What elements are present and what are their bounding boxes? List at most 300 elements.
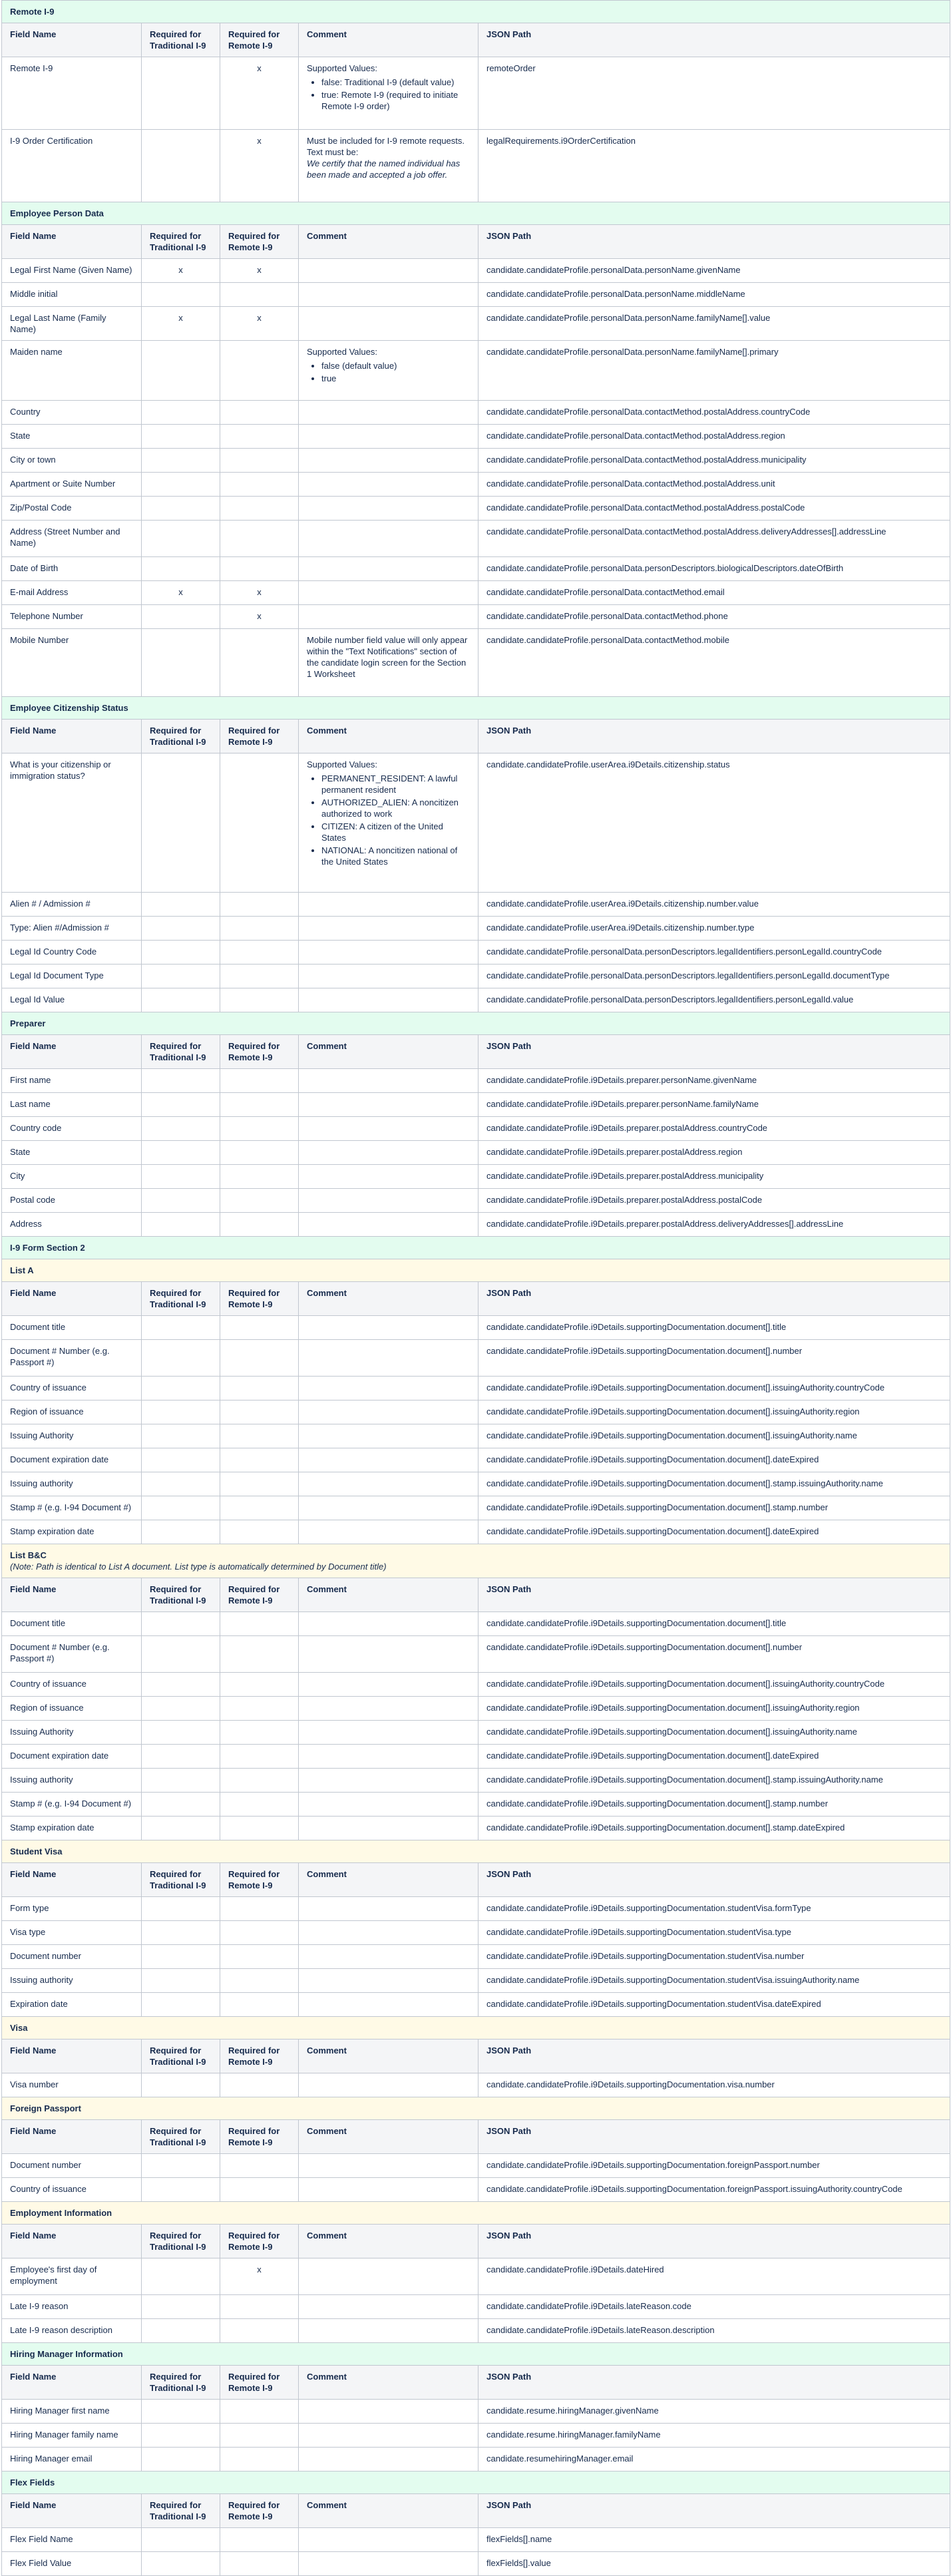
cell-comment <box>299 497 478 521</box>
cell-required-traditional <box>142 57 220 130</box>
cell-json-path: candidate.candidateProfile.i9Details.supportingDocumentation.foreignPassport.issuingAuthority.countryCode <box>478 2178 950 2202</box>
column-header-json-path: JSON Path <box>478 1863 950 1897</box>
section-title: I-9 Form Section 2 <box>10 1243 85 1253</box>
section-title: Visa <box>10 2023 28 2033</box>
cell-required-remote <box>220 1189 299 1213</box>
column-header-field-name: Field Name <box>2 2494 142 2528</box>
cell-comment <box>299 917 478 941</box>
cell-json-path: candidate.candidateProfile.personalData.personName.middleName <box>478 283 950 307</box>
column-header-required-remote: Required for Remote I-9 <box>220 1282 299 1316</box>
comment-text: Supported Values: <box>307 759 377 769</box>
column-header-json-path: JSON Path <box>478 1035 950 1069</box>
cell-required-remote <box>220 1636 299 1673</box>
cell-required-remote <box>220 1921 299 1945</box>
column-header-required-traditional: Required for Traditional I-9 <box>142 2366 220 2400</box>
cell-comment <box>299 449 478 473</box>
cell-required-traditional <box>142 2154 220 2178</box>
cell-required-remote <box>220 1377 299 1400</box>
column-header-comment: Comment <box>299 2225 478 2258</box>
column-header-required-traditional: Required for Traditional I-9 <box>142 1282 220 1316</box>
cell-required-remote: x <box>220 130 299 202</box>
column-header-required-remote: Required for Remote I-9 <box>220 2366 299 2400</box>
cell-json-path: candidate.candidateProfile.i9Details.supportingDocumentation.studentVisa.number <box>478 1945 950 1969</box>
cell-field-name: Country code <box>2 1117 142 1141</box>
cell-field-name: Document # Number (e.g. Passport #) <box>2 1636 142 1673</box>
cell-comment <box>299 557 478 581</box>
cell-required-remote <box>220 965 299 988</box>
cell-json-path: candidate.candidateProfile.personalData.contactMethod.email <box>478 581 950 605</box>
comment-text: Supported Values: <box>307 347 377 357</box>
cell-comment <box>299 2552 478 2576</box>
table-row <box>2 557 950 581</box>
column-header-required-traditional: Required for Traditional I-9 <box>142 720 220 753</box>
table-row <box>2 2528 950 2552</box>
column-header-comment: Comment <box>299 2039 478 2073</box>
cell-json-path: candidate.resumehiringManager.email <box>478 2448 950 2471</box>
cell-required-traditional <box>142 2178 220 2202</box>
section-title: Flex Fields <box>10 2477 55 2487</box>
cell-required-remote <box>220 941 299 965</box>
cell-json-path: candidate.candidateProfile.i9Details.supportingDocumentation.document[].dateExpired <box>478 1520 950 1544</box>
cell-comment <box>299 1612 478 1636</box>
cell-field-name: Stamp # (e.g. I-94 Document #) <box>2 1793 142 1817</box>
column-header-field-name: Field Name <box>2 720 142 753</box>
cell-field-name: Document title <box>2 1612 142 1636</box>
section-title: List B&C <box>10 1550 47 1560</box>
cell-field-name: Flex Field Name <box>2 2528 142 2552</box>
cell-field-name: Hiring Manager email <box>2 2448 142 2471</box>
cell-json-path: candidate.candidateProfile.personalData.contactMethod.postalAddress.region <box>478 425 950 449</box>
cell-required-remote <box>220 497 299 521</box>
cell-json-path: candidate.resume.hiringManager.givenName <box>478 2400 950 2424</box>
cell-json-path: candidate.candidateProfile.i9Details.supportingDocumentation.document[].title <box>478 1316 950 1340</box>
cell-comment <box>299 1721 478 1745</box>
cell-required-traditional <box>142 1377 220 1400</box>
cell-required-remote <box>220 1496 299 1520</box>
cell-json-path: candidate.candidateProfile.i9Details.supportingDocumentation.document[].dateExpired <box>478 1745 950 1769</box>
cell-required-remote: x <box>220 259 299 283</box>
table-row <box>2 1117 950 1141</box>
cell-required-traditional <box>142 988 220 1012</box>
cell-required-traditional <box>142 1721 220 1745</box>
section-heading <box>2 2343 950 2366</box>
cell-field-name: Stamp expiration date <box>2 1520 142 1544</box>
cell-comment <box>299 1448 478 1472</box>
supported-values-list <box>307 360 470 384</box>
cell-required-traditional: x <box>142 307 220 341</box>
section-heading-cell <box>2 1544 950 1578</box>
cell-field-name: State <box>2 425 142 449</box>
certification-text: We certify that the named individual has been made and accepted a job offer. <box>307 158 461 180</box>
table-row <box>2 1400 950 1424</box>
cell-required-traditional <box>142 2552 220 2576</box>
cell-required-remote <box>220 425 299 449</box>
cell-required-traditional <box>142 1897 220 1921</box>
table-row <box>2 1745 950 1769</box>
cell-required-traditional <box>142 629 220 697</box>
column-header-row <box>2 1035 950 1069</box>
table-row <box>2 581 950 605</box>
table-row <box>2 2258 950 2295</box>
cell-required-remote <box>220 521 299 557</box>
section-heading-cell <box>2 1237 950 1259</box>
cell-json-path: candidate.candidateProfile.i9Details.supportingDocumentation.document[].stamp.number <box>478 1793 950 1817</box>
cell-comment <box>299 1213 478 1237</box>
column-header-required-traditional: Required for Traditional I-9 <box>142 1578 220 1612</box>
column-header-comment: Comment <box>299 1282 478 1316</box>
cell-json-path: candidate.candidateProfile.i9Details.supportingDocumentation.foreignPassport.number <box>478 2154 950 2178</box>
cell-comment <box>299 307 478 341</box>
cell-field-name: Hiring Manager first name <box>2 2400 142 2424</box>
cell-field-name: I-9 Order Certification <box>2 130 142 202</box>
cell-field-name: Country <box>2 401 142 425</box>
cell-comment <box>299 1993 478 2017</box>
cell-required-remote <box>220 1165 299 1189</box>
table-row <box>2 2424 950 2448</box>
cell-comment <box>299 1316 478 1340</box>
cell-comment <box>299 1093 478 1117</box>
cell-required-remote <box>220 1069 299 1093</box>
section-heading-cell <box>2 697 950 720</box>
cell-json-path: candidate.candidateProfile.i9Details.supportingDocumentation.document[].stamp.issuingAuthority.name <box>478 1769 950 1793</box>
table-row <box>2 1993 950 2017</box>
cell-required-traditional <box>142 1520 220 1544</box>
cell-comment <box>299 1117 478 1141</box>
cell-required-traditional <box>142 1400 220 1424</box>
cell-json-path: candidate.candidateProfile.i9Details.supportingDocumentation.document[].stamp.issuingAuthority.name <box>478 1472 950 1496</box>
column-header-row <box>2 2120 950 2154</box>
cell-json-path: candidate.candidateProfile.personalData.personDescriptors.legalIdentifiers.personLegalId.countryCode <box>478 941 950 965</box>
column-header-field-name: Field Name <box>2 23 142 57</box>
cell-field-name: State <box>2 1141 142 1165</box>
cell-comment <box>299 130 478 202</box>
cell-field-name: Postal code <box>2 1189 142 1213</box>
column-header-row <box>2 1863 950 1897</box>
cell-field-name: Issuing Authority <box>2 1721 142 1745</box>
table-row <box>2 1141 950 1165</box>
column-header-comment: Comment <box>299 1863 478 1897</box>
cell-comment <box>299 1697 478 1721</box>
cell-required-remote <box>220 1673 299 1697</box>
table-row <box>2 1817 950 1840</box>
column-header-field-name: Field Name <box>2 1578 142 1612</box>
cell-json-path: candidate.candidateProfile.personalData.personDescriptors.legalIdentifiers.personLegalId.value <box>478 988 950 1012</box>
table-row <box>2 1424 950 1448</box>
list-item: • true <box>321 373 470 384</box>
cell-comment <box>299 1745 478 1769</box>
cell-required-remote <box>220 1969 299 1993</box>
section-heading-cell <box>2 2017 950 2039</box>
list-item: • CITIZEN: A citizen of the United States <box>321 821 470 843</box>
cell-field-name: Middle initial <box>2 283 142 307</box>
cell-required-traditional <box>142 1636 220 1673</box>
cell-required-traditional <box>142 941 220 965</box>
cell-comment <box>299 629 478 697</box>
cell-required-traditional <box>142 1612 220 1636</box>
subsection-heading <box>2 2097 950 2120</box>
cell-required-traditional <box>142 473 220 497</box>
cell-json-path: candidate.candidateProfile.personalData.contactMethod.postalAddress.deliveryAddresses[].addressLine <box>478 521 950 557</box>
cell-comment <box>299 1897 478 1921</box>
table-row <box>2 283 950 307</box>
cell-json-path: candidate.candidateProfile.personalData.contactMethod.phone <box>478 605 950 629</box>
cell-json-path: candidate.candidateProfile.personalData.personName.familyName[].value <box>478 307 950 341</box>
cell-field-name: Employee's first day of employment <box>2 2258 142 2295</box>
column-header-field-name: Field Name <box>2 1035 142 1069</box>
column-header-row <box>2 2494 950 2528</box>
column-header-required-traditional: Required for Traditional I-9 <box>142 2039 220 2073</box>
cell-required-traditional <box>142 341 220 401</box>
cell-required-traditional <box>142 1213 220 1237</box>
cell-required-traditional <box>142 557 220 581</box>
cell-required-traditional <box>142 1448 220 1472</box>
column-header-field-name: Field Name <box>2 1282 142 1316</box>
cell-comment <box>299 2319 478 2343</box>
cell-required-traditional <box>142 2528 220 2552</box>
cell-comment <box>299 2295 478 2319</box>
cell-comment <box>299 1520 478 1544</box>
table-row <box>2 1472 950 1496</box>
column-header-json-path: JSON Path <box>478 23 950 57</box>
cell-field-name: Telephone Number <box>2 605 142 629</box>
cell-required-traditional <box>142 2424 220 2448</box>
table-row <box>2 893 950 917</box>
cell-field-name: Type: Alien #/Admission # <box>2 917 142 941</box>
section-heading-cell <box>2 1840 950 1863</box>
cell-comment <box>299 1165 478 1189</box>
cell-required-traditional <box>142 425 220 449</box>
cell-required-remote <box>220 1141 299 1165</box>
cell-field-name: Document # Number (e.g. Passport #) <box>2 1340 142 1377</box>
cell-json-path: candidate.candidateProfile.i9Details.preparer.personName.familyName <box>478 1093 950 1117</box>
cell-comment <box>299 1189 478 1213</box>
field-mapping-table <box>1 0 950 2576</box>
cell-field-name: Issuing authority <box>2 1969 142 1993</box>
table-row <box>2 1673 950 1697</box>
table-row <box>2 57 950 130</box>
cell-comment <box>299 401 478 425</box>
table-row <box>2 1189 950 1213</box>
cell-required-traditional <box>142 1117 220 1141</box>
cell-required-remote <box>220 988 299 1012</box>
table-row <box>2 2073 950 2097</box>
section-title: Employee Person Data <box>10 208 104 218</box>
subsection-heading <box>2 2202 950 2225</box>
column-header-row <box>2 2039 950 2073</box>
table-row <box>2 473 950 497</box>
column-header-required-traditional: Required for Traditional I-9 <box>142 2225 220 2258</box>
cell-json-path: candidate.candidateProfile.personalData.personDescriptors.legalIdentifiers.personLegalId.documentType <box>478 965 950 988</box>
table-row <box>2 1945 950 1969</box>
column-header-json-path: JSON Path <box>478 2225 950 2258</box>
cell-json-path: candidate.candidateProfile.i9Details.supportingDocumentation.document[].issuingAuthority.name <box>478 1424 950 1448</box>
cell-required-traditional <box>142 1921 220 1945</box>
cell-required-traditional <box>142 1165 220 1189</box>
cell-comment <box>299 2448 478 2471</box>
cell-field-name: Address <box>2 1213 142 1237</box>
subsection-heading <box>2 1840 950 1863</box>
cell-comment <box>299 2400 478 2424</box>
cell-comment <box>299 1496 478 1520</box>
column-header-row <box>2 1578 950 1612</box>
column-header-required-remote: Required for Remote I-9 <box>220 1035 299 1069</box>
column-header-field-name: Field Name <box>2 225 142 259</box>
cell-required-remote <box>220 1897 299 1921</box>
cell-comment <box>299 57 478 130</box>
table-row <box>2 341 950 401</box>
column-header-json-path: JSON Path <box>478 2039 950 2073</box>
table-row <box>2 1213 950 1237</box>
cell-json-path: candidate.candidateProfile.i9Details.supportingDocumentation.studentVisa.formType <box>478 1897 950 1921</box>
column-header-required-remote: Required for Remote I-9 <box>220 2225 299 2258</box>
cell-comment <box>299 1636 478 1673</box>
column-header-json-path: JSON Path <box>478 720 950 753</box>
column-header-required-remote: Required for Remote I-9 <box>220 2120 299 2154</box>
cell-required-remote <box>220 2319 299 2343</box>
table-row <box>2 605 950 629</box>
cell-required-traditional <box>142 1993 220 2017</box>
cell-field-name: Document number <box>2 2154 142 2178</box>
list-item: • true: Remote I-9 (required to initiate Remote I-9 order) <box>321 89 470 112</box>
cell-required-traditional <box>142 2295 220 2319</box>
table-row <box>2 259 950 283</box>
table-row <box>2 2448 950 2471</box>
cell-field-name: Apartment or Suite Number <box>2 473 142 497</box>
cell-field-name: Legal Id Document Type <box>2 965 142 988</box>
table-row <box>2 497 950 521</box>
cell-required-traditional <box>142 2448 220 2471</box>
column-header-json-path: JSON Path <box>478 2494 950 2528</box>
cell-field-name: Hiring Manager family name <box>2 2424 142 2448</box>
cell-json-path: candidate.candidateProfile.userArea.i9Details.citizenship.number.value <box>478 893 950 917</box>
cell-field-name: Late I-9 reason description <box>2 2319 142 2343</box>
table-row <box>2 1697 950 1721</box>
cell-field-name: Zip/Postal Code <box>2 497 142 521</box>
column-header-comment: Comment <box>299 720 478 753</box>
cell-json-path: candidate.candidateProfile.i9Details.supportingDocumentation.document[].stamp.number <box>478 1496 950 1520</box>
cell-field-name: Region of issuance <box>2 1697 142 1721</box>
cell-field-name: Remote I-9 <box>2 57 142 130</box>
cell-field-name: Country of issuance <box>2 2178 142 2202</box>
cell-comment <box>299 2178 478 2202</box>
cell-comment <box>299 1424 478 1448</box>
cell-required-remote <box>220 1448 299 1472</box>
column-header-comment: Comment <box>299 2494 478 2528</box>
column-header-json-path: JSON Path <box>478 1282 950 1316</box>
cell-comment <box>299 2073 478 2097</box>
cell-json-path: candidate.candidateProfile.i9Details.lateReason.description <box>478 2319 950 2343</box>
cell-json-path: candidate.candidateProfile.i9Details.preparer.postalAddress.region <box>478 1141 950 1165</box>
cell-comment <box>299 1921 478 1945</box>
column-header-json-path: JSON Path <box>478 1578 950 1612</box>
cell-required-remote <box>220 917 299 941</box>
cell-required-traditional <box>142 2073 220 2097</box>
cell-required-traditional <box>142 1424 220 1448</box>
cell-required-traditional <box>142 1745 220 1769</box>
section-heading <box>2 1012 950 1035</box>
cell-json-path: candidate.candidateProfile.i9Details.supportingDocumentation.studentVisa.type <box>478 1921 950 1945</box>
list-item: • false: Traditional I-9 (default value) <box>321 77 470 88</box>
cell-field-name: Document title <box>2 1316 142 1340</box>
cell-json-path: candidate.candidateProfile.i9Details.preparer.postalAddress.municipality <box>478 1165 950 1189</box>
column-header-required-remote: Required for Remote I-9 <box>220 2039 299 2073</box>
table-row <box>2 988 950 1012</box>
section-heading-cell <box>2 202 950 225</box>
cell-field-name: City <box>2 1165 142 1189</box>
cell-required-remote <box>220 1400 299 1424</box>
cell-required-remote <box>220 1093 299 1117</box>
cell-field-name: Region of issuance <box>2 1400 142 1424</box>
cell-comment <box>299 259 478 283</box>
table-row <box>2 1069 950 1093</box>
cell-required-remote <box>220 1340 299 1377</box>
cell-required-remote <box>220 2073 299 2097</box>
cell-required-remote <box>220 1697 299 1721</box>
section-heading-cell <box>2 2097 950 2120</box>
column-header-row <box>2 2366 950 2400</box>
column-header-comment: Comment <box>299 1578 478 1612</box>
cell-json-path: candidate.candidateProfile.i9Details.supportingDocumentation.document[].dateExpired <box>478 1448 950 1472</box>
cell-json-path: candidate.candidateProfile.i9Details.supportingDocumentation.studentVisa.issuingAuthority.name <box>478 1969 950 1993</box>
cell-json-path: candidate.candidateProfile.i9Details.supportingDocumentation.document[].number <box>478 1636 950 1673</box>
section-title: List A <box>10 1265 34 1275</box>
cell-required-remote <box>220 1612 299 1636</box>
cell-field-name: Legal Id Value <box>2 988 142 1012</box>
cell-comment <box>299 521 478 557</box>
cell-json-path: candidate.candidateProfile.i9Details.supportingDocumentation.document[].issuingAuthority.countryCode <box>478 1673 950 1697</box>
cell-field-name: Issuing authority <box>2 1769 142 1793</box>
cell-field-name: Address (Street Number and Name) <box>2 521 142 557</box>
cell-json-path: candidate.candidateProfile.i9Details.preparer.postalAddress.deliveryAddresses[].addressLine <box>478 1213 950 1237</box>
table-row <box>2 2400 950 2424</box>
cell-required-traditional <box>142 1496 220 1520</box>
section-heading <box>2 202 950 225</box>
table-row <box>2 1448 950 1472</box>
column-header-json-path: JSON Path <box>478 2366 950 2400</box>
cell-json-path: candidate.candidateProfile.userArea.i9Details.citizenship.number.type <box>478 917 950 941</box>
cell-json-path: candidate.candidateProfile.personalData.personName.familyName[].primary <box>478 341 950 401</box>
cell-required-remote <box>220 2448 299 2471</box>
table-row <box>2 2178 950 2202</box>
cell-required-remote <box>220 1117 299 1141</box>
cell-field-name: First name <box>2 1069 142 1093</box>
column-header-required-remote: Required for Remote I-9 <box>220 1863 299 1897</box>
cell-required-traditional <box>142 917 220 941</box>
column-header-row <box>2 720 950 753</box>
column-header-comment: Comment <box>299 23 478 57</box>
table-row <box>2 1769 950 1793</box>
cell-required-remote <box>220 1520 299 1544</box>
section-heading <box>2 697 950 720</box>
cell-required-remote <box>220 557 299 581</box>
cell-field-name: E-mail Address <box>2 581 142 605</box>
supported-values-list <box>307 773 470 867</box>
column-header-row <box>2 1282 950 1316</box>
cell-field-name: Issuing authority <box>2 1472 142 1496</box>
cell-comment <box>299 1817 478 1840</box>
cell-json-path: remoteOrder <box>478 57 950 130</box>
cell-comment <box>299 1400 478 1424</box>
cell-json-path: candidate.resume.hiringManager.familyName <box>478 2424 950 2448</box>
cell-comment <box>299 1340 478 1377</box>
cell-required-remote <box>220 893 299 917</box>
list-item: • false (default value) <box>321 360 470 371</box>
cell-json-path: candidate.candidateProfile.personalData.personName.givenName <box>478 259 950 283</box>
cell-required-remote <box>220 1793 299 1817</box>
cell-field-name: Issuing Authority <box>2 1424 142 1448</box>
comment-text: Mobile number field value will only appear within the "Text Notifications" section of the candidate login screen for the Section 1 Worksheet <box>307 635 468 679</box>
cell-comment <box>299 965 478 988</box>
